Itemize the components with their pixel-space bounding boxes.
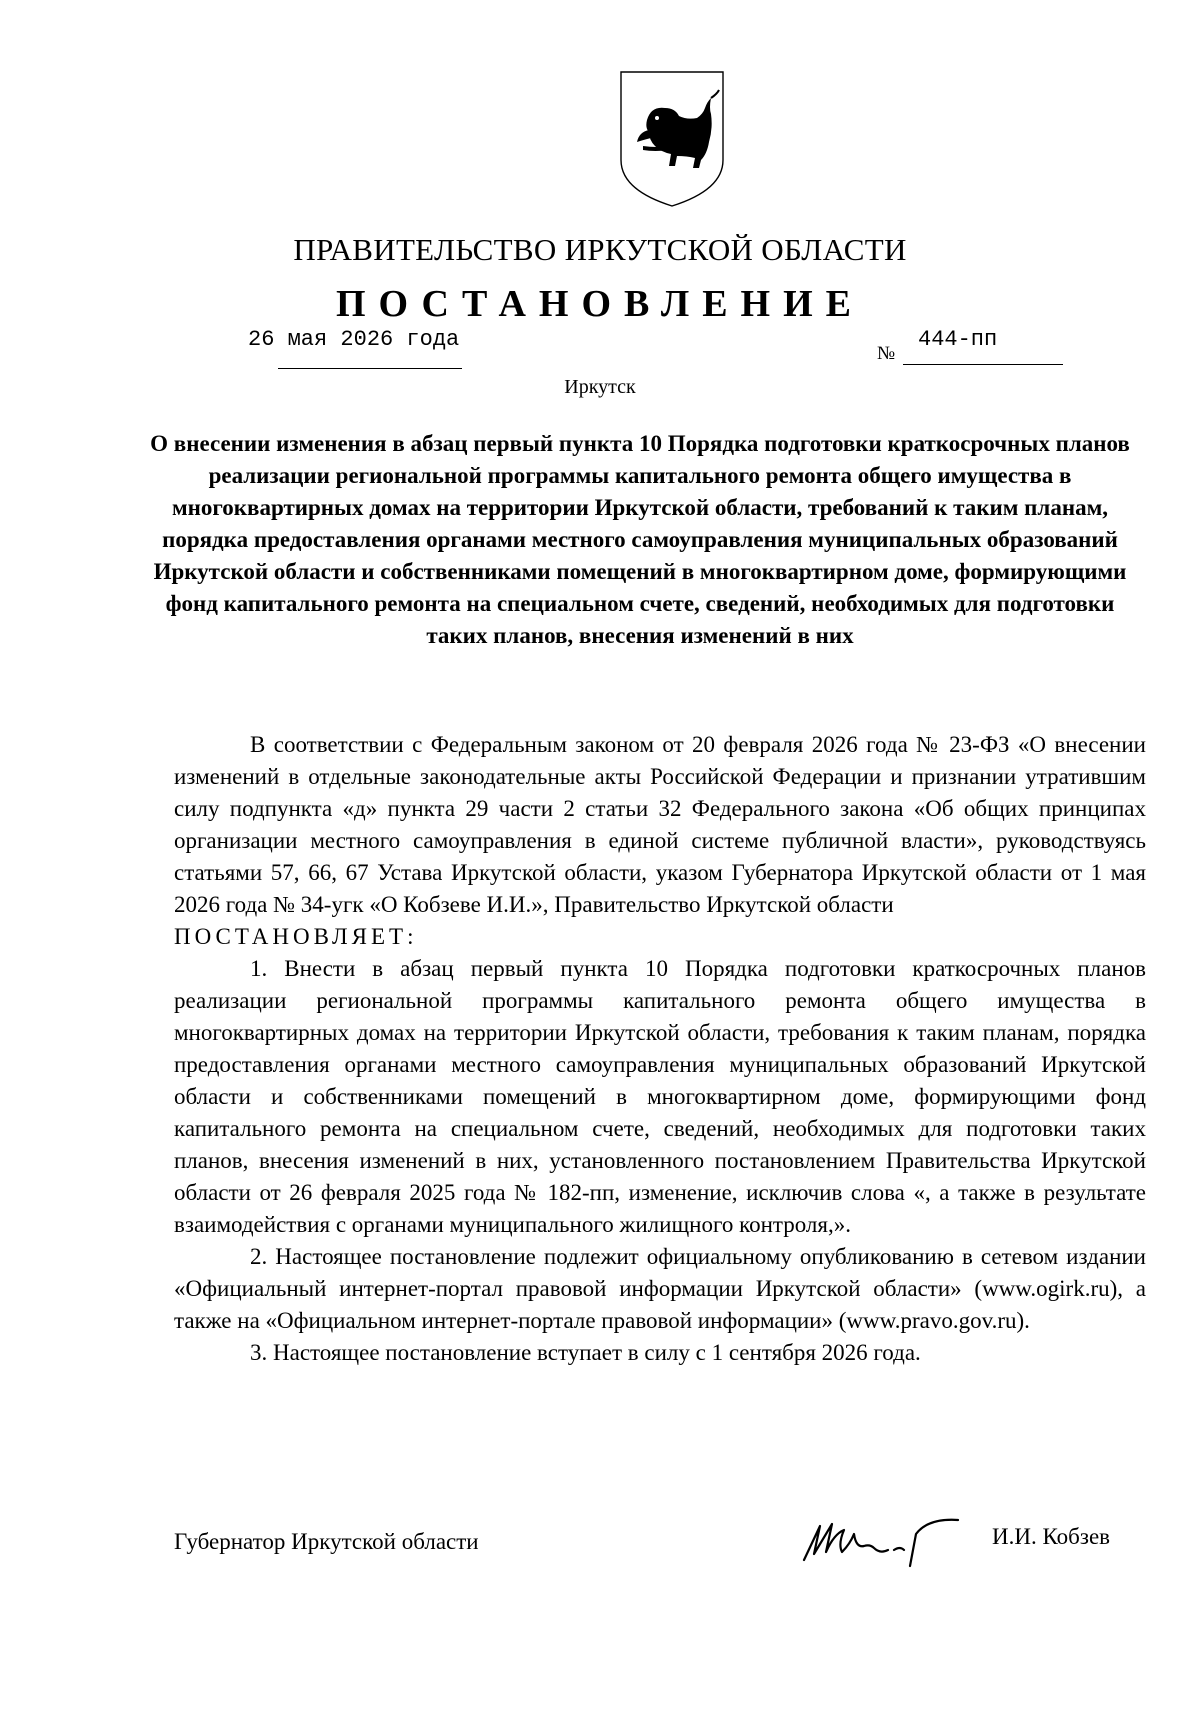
document-title: О внесении изменения в абзац первый пункта 10 Порядка подготовки краткосрочных планов реализации региональной программы капитального ремонта общего имущества в многоквартирных домах на территории Иркутской области, требований к таким планам, порядка предоставления органами местного самоуправления муниципальных образований Иркутской области и собственниками помещений в многоквартирном доме, формирующими фонд капитального ремонта на специальном счете, сведений, необходимых для подготовки таких планов, внесения изменений в них — [150, 431, 1130, 648]
number-underline — [903, 364, 1063, 365]
signatory-position: Губернатор Иркутской области — [174, 1529, 479, 1554]
item-3: 3. Настоящее постановление вступает в силу с 1 сентября 2026 года. — [250, 1340, 921, 1365]
document-date: 26 мая 2026 года — [248, 327, 460, 352]
item-1: 1. Внести в абзац первый пункта 10 Порядка подготовки краткосрочных планов реализации региональной программы капитального ремонта общего имущества в многоквартирных домах на территории Иркутской области, требования к таким планам, порядка предоставления органами местного самоуправления муниципальных образований Иркутской области и собственниками помещений в многоквартирном доме, формирующими фонд капитального ремонта на специальном счете, сведений, необходимых для подготовки таких планов, внесения изменений в них, установленного постановлением Правительства Иркутской области от 26 февраля 2025 года № 182-пп, изменение, исключив слова «, а также в результате взаимодействия с органами муниципального жилищного контроля,». — [174, 956, 1146, 1237]
handwritten-signature — [798, 1504, 968, 1574]
date-underline — [278, 368, 462, 369]
number-sign: № — [877, 343, 896, 364]
document-type: ПОСТАНОВЛЕНИЕ — [335, 283, 865, 325]
document-number: 444-пп — [918, 327, 998, 352]
item-2: 2. Настоящее постановление подлежит официальному опубликованию в сетевом издании «Официальный интернет-портал правовой информации Иркутской области» (www.ogirk.ru), а также на «Официальном интернет-портале правовой информации» (www.pravo.gov.ru). — [174, 1244, 1146, 1333]
city: Иркутск — [564, 376, 636, 398]
document-body — [174, 729, 1146, 1369]
irkutsk-coat-of-arms-icon — [617, 68, 727, 210]
preamble: В соответствии с Федеральным законом от 20 февраля 2026 года № 23-ФЗ «О внесении изменений в отдельные законодательные акты Российской Федерации и признании утратившим силу подпункта «д» пункта 29 части 2 статьи 32 Федерального закона «Об общих принципах организации местного самоуправления в единой системе публичной власти», руководствуясь статьями 57, 66, 67 Устава Иркутской области, указом Губернатора Иркутской области от 1 мая 2026 года № 34-угк «О Кобзеве И.И.», Правительство Иркутской области — [174, 732, 1146, 917]
resolves: ПОСТАНОВЛЯЕТ: — [174, 924, 418, 949]
organization-name: ПРАВИТЕЛЬСТВО ИРКУТСКОЙ ОБЛАСТИ — [293, 232, 907, 267]
signatory-name: И.И. Кобзев — [992, 1524, 1111, 1549]
